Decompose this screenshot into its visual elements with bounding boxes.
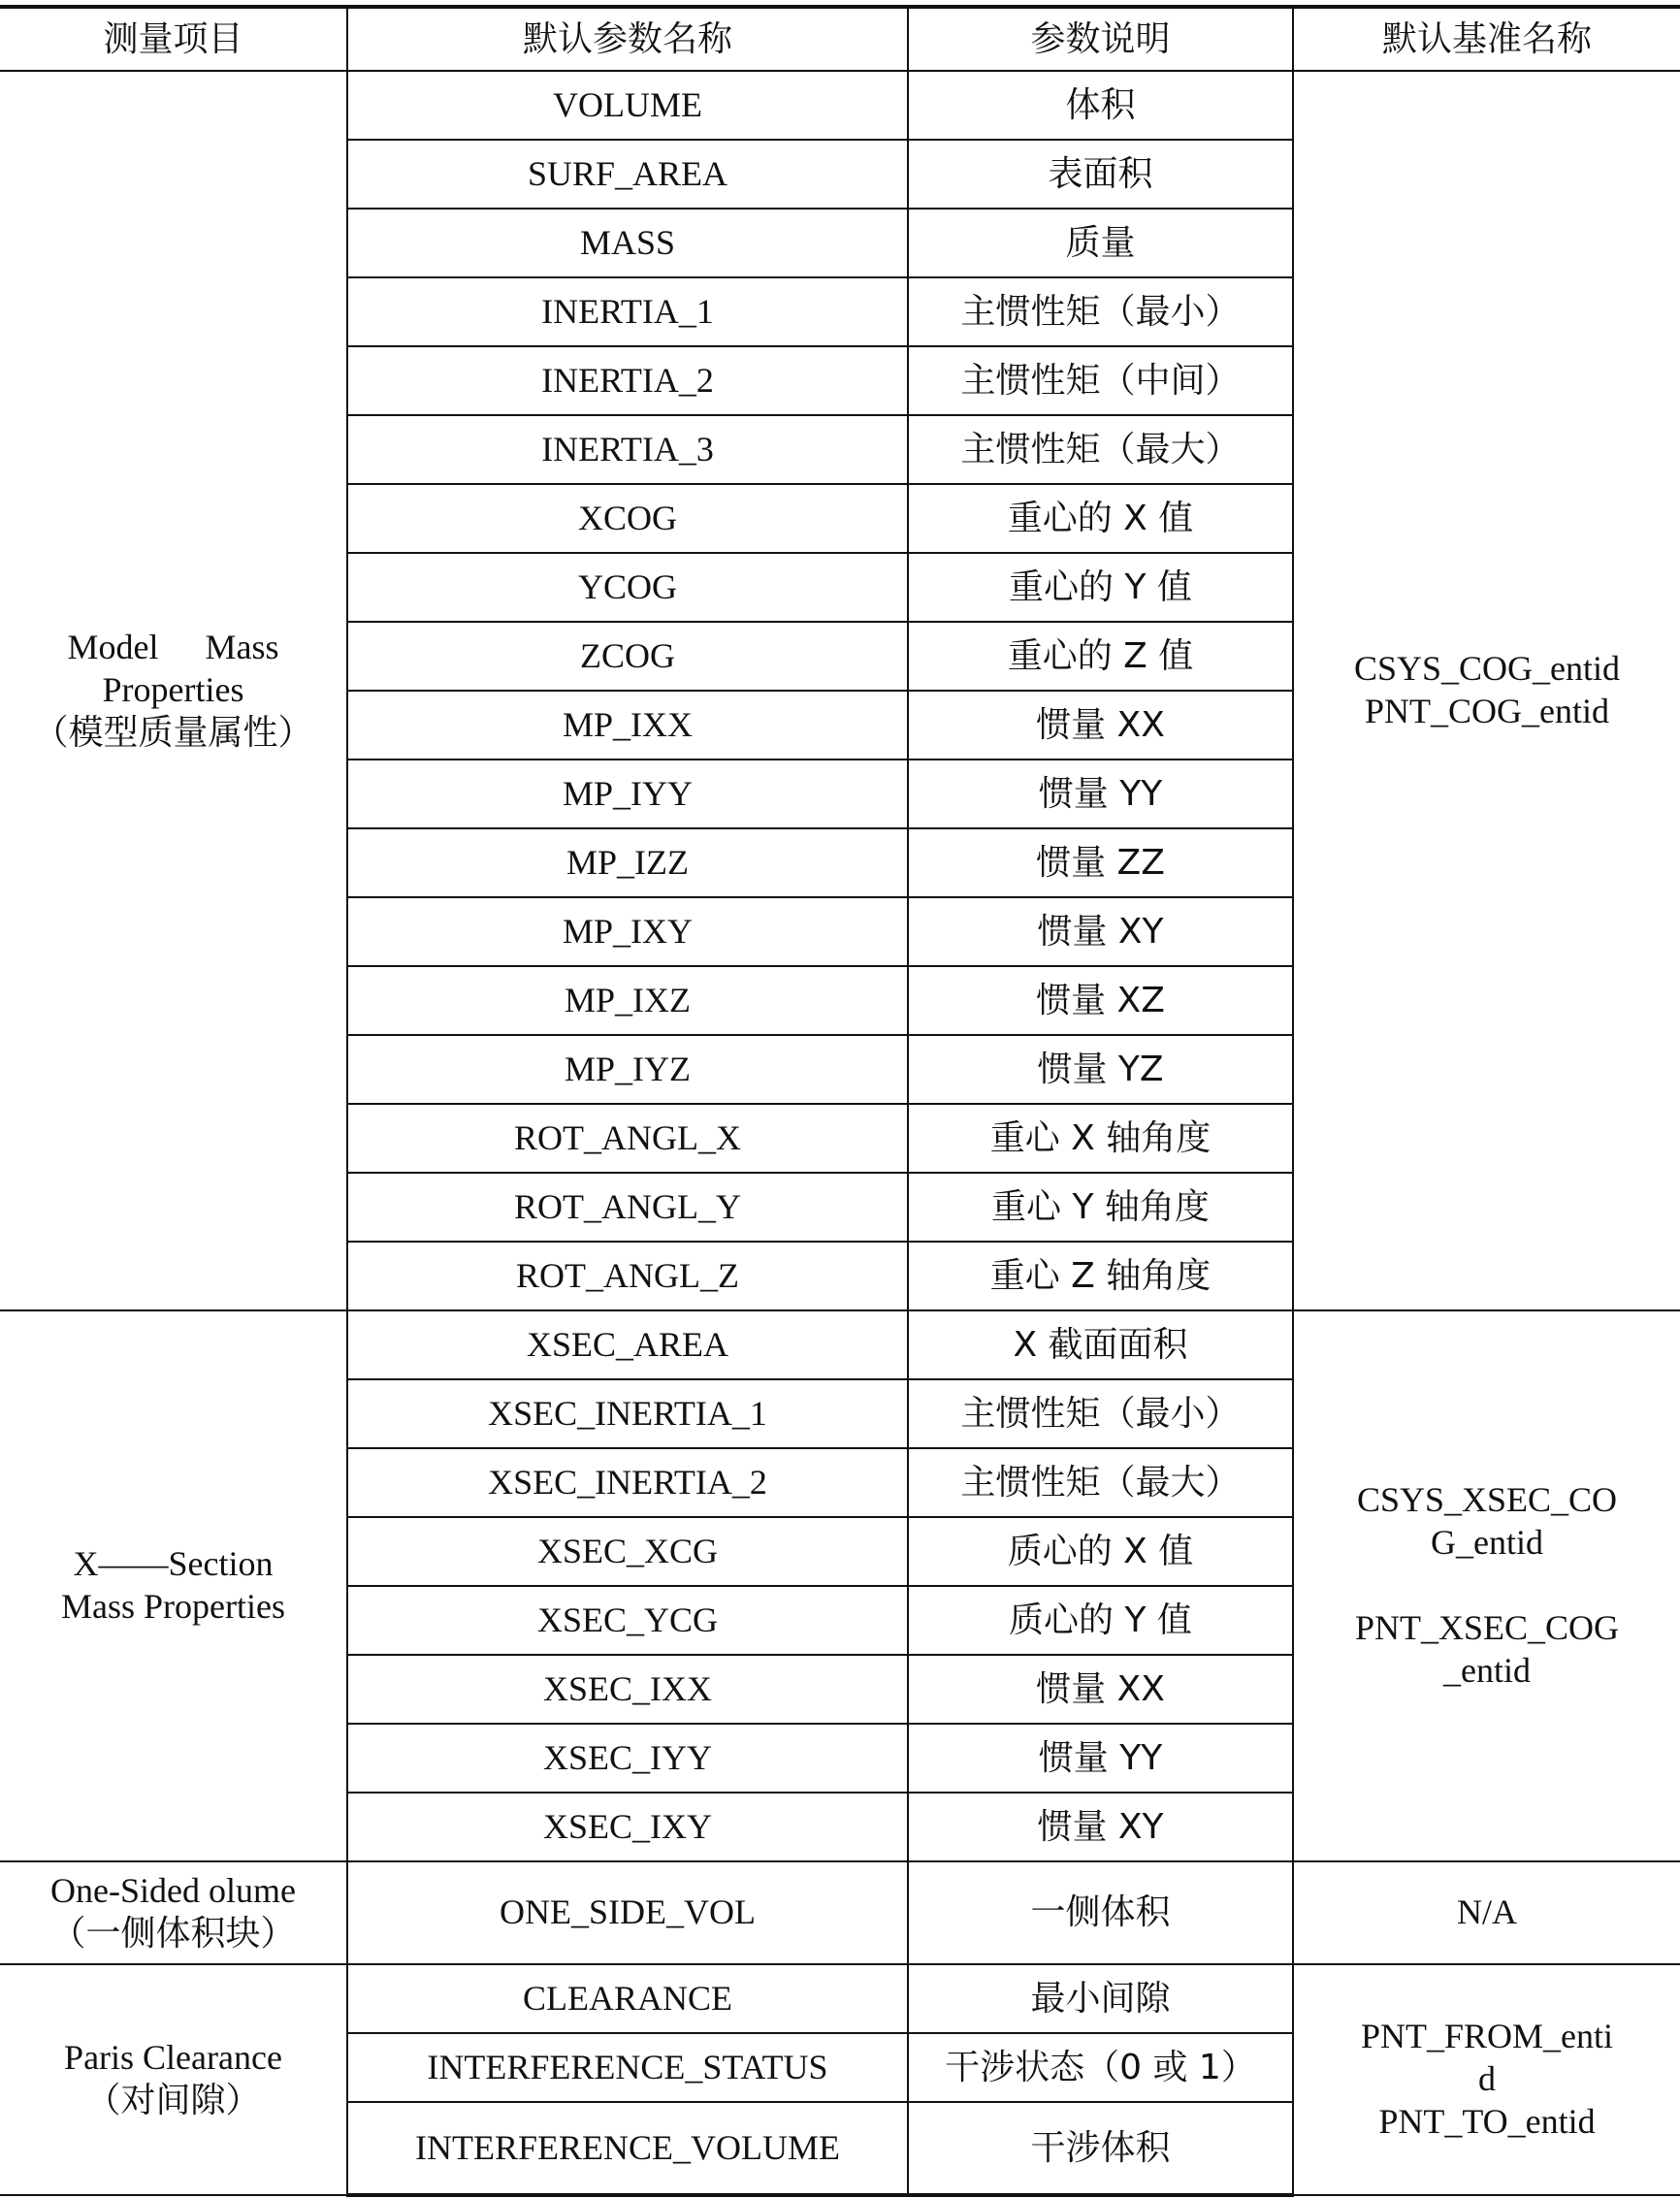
param-desc-cell: 质心的 Y 值 (908, 1586, 1293, 1655)
param-name-cell: INTERFERENCE_VOLUME (347, 2102, 908, 2195)
datum-line: CSYS_COG_entid (1353, 649, 1621, 689)
group-label-model-mass (0, 71, 347, 1310)
param-desc-cell: 惯量 YZ (908, 1035, 1293, 1104)
param-desc-cell: 重心的 Z 值 (908, 622, 1293, 691)
param-name-cell: XSEC_INERTIA_1 (347, 1379, 908, 1448)
table-row (0, 1861, 1680, 1964)
param-name-cell: XSEC_AREA (347, 1310, 908, 1379)
datum-line: _entid (1443, 1650, 1531, 1690)
param-name-cell: MP_IXX (347, 691, 908, 760)
datum-name-xsection (1293, 1310, 1680, 1861)
param-name-cell: ROT_ANGL_Y (347, 1173, 908, 1242)
param-desc-cell: 干涉体积 (908, 2102, 1293, 2195)
param-desc-cell: 表面积 (908, 140, 1293, 209)
param-name-cell: SURF_AREA (347, 140, 908, 209)
param-name-cell: INERTIA_1 (347, 277, 908, 346)
header-row (0, 7, 1680, 71)
param-name-cell: XCOG (347, 484, 908, 553)
parameter-table (0, 5, 1680, 2197)
param-desc-cell: 惯量 XX (908, 691, 1293, 760)
group-label-one-sided (0, 1861, 347, 1964)
param-desc-cell: 惯量 XZ (908, 966, 1293, 1035)
param-desc-cell: 重心 Z 轴角度 (908, 1242, 1293, 1310)
param-desc-cell: 主惯性矩（中间） (908, 346, 1293, 415)
param-desc-cell: 重心的 Y 值 (908, 553, 1293, 622)
param-desc-cell: 体积 (908, 71, 1293, 140)
datum-name-model-mass (1293, 71, 1680, 1310)
datum-line: PNT_TO_entid (1378, 2101, 1596, 2141)
group-label-clearance (0, 1964, 347, 2195)
datum-line: G_entid (1431, 1523, 1543, 1563)
group-label-xsection (0, 1310, 347, 1861)
table-row (0, 71, 1680, 140)
param-desc-cell: 主惯性矩（最小） (908, 277, 1293, 346)
param-desc-cell: X 截面面积 (908, 1310, 1293, 1379)
header-param-name: 默认参数名称 (347, 7, 908, 71)
group-label-line: One-Sided olume (50, 1871, 296, 1911)
table-row (0, 1964, 1680, 2033)
param-desc-cell: 主惯性矩（最大） (908, 1448, 1293, 1517)
header-item: 测量项目 (0, 7, 347, 71)
param-desc-cell: 质量 (908, 209, 1293, 277)
param-name-cell: INTERFERENCE_STATUS (347, 2033, 908, 2102)
param-name-cell: MP_IXZ (347, 966, 908, 1035)
param-desc-cell: 重心 X 轴角度 (908, 1104, 1293, 1173)
param-name-cell: XSEC_YCG (347, 1586, 908, 1655)
param-name-cell: MP_IZZ (347, 828, 908, 897)
param-name-cell: XSEC_IXY (347, 1793, 908, 1861)
param-name-cell: CLEARANCE (347, 1964, 908, 2033)
datum-name-clearance (1293, 1964, 1680, 2195)
param-desc-cell: 惯量 YY (908, 760, 1293, 828)
param-name-cell: MP_IYZ (347, 1035, 908, 1104)
param-name-cell: ROT_ANGL_X (347, 1104, 908, 1173)
param-name-cell: ROT_ANGL_Z (347, 1242, 908, 1310)
param-name-cell: ZCOG (347, 622, 908, 691)
param-name-cell: ONE_SIDE_VOL (347, 1861, 908, 1964)
param-desc-cell: 重心的 X 值 (908, 484, 1293, 553)
table-row (0, 1310, 1680, 1379)
param-desc-cell: 干涉状态（0 或 1） (908, 2033, 1293, 2102)
param-desc-cell: 主惯性矩（最小） (908, 1379, 1293, 1448)
group-label-line: （模型质量属性） (33, 712, 313, 753)
param-desc-cell: 主惯性矩（最大） (908, 415, 1293, 484)
param-name-cell: INERTIA_2 (347, 346, 908, 415)
param-name-cell: MP_IYY (347, 760, 908, 828)
param-name-cell: MASS (347, 209, 908, 277)
param-name-cell: XSEC_XCG (347, 1517, 908, 1586)
group-label-line: （对间隙） (85, 2081, 261, 2120)
group-label-line: Mass Properties (61, 1587, 285, 1626)
param-desc-cell: 最小间隙 (908, 1964, 1293, 2033)
param-name-cell: XSEC_INERTIA_2 (347, 1448, 908, 1517)
param-desc-cell: 一侧体积 (908, 1861, 1293, 1964)
param-name-cell: XSEC_IYY (347, 1724, 908, 1793)
header-param-desc: 参数说明 (908, 7, 1293, 71)
param-desc-cell: 质心的 X 值 (908, 1517, 1293, 1586)
param-name-cell: MP_IXY (347, 897, 908, 966)
param-name-cell: INERTIA_3 (347, 415, 908, 484)
group-label-line: Properties (102, 670, 244, 710)
group-label-line: X——Section (73, 1544, 274, 1584)
group-label-line: Paris Clearance (64, 2038, 282, 2078)
param-desc-cell: 惯量 XY (908, 1793, 1293, 1861)
datum-line: PNT_XSEC_COG (1354, 1608, 1620, 1647)
param-name-cell: VOLUME (347, 71, 908, 140)
datum-line: CSYS_XSEC_CO (1356, 1480, 1618, 1520)
datum-line: d (1478, 2059, 1496, 2099)
header-datum-name: 默认基准名称 (1293, 7, 1680, 71)
datum-line: N/A (1457, 1892, 1517, 1932)
param-desc-cell: 惯量 XY (908, 897, 1293, 966)
datum-name-one-sided (1293, 1861, 1680, 1964)
group-label-line: （一侧体积块） (50, 1914, 296, 1954)
param-desc-cell: 重心 Y 轴角度 (908, 1173, 1293, 1242)
datum-line: PNT_COG_entid (1365, 692, 1609, 730)
param-name-cell: YCOG (347, 553, 908, 622)
param-desc-cell: 惯量 ZZ (908, 828, 1293, 897)
param-desc-cell: 惯量 YY (908, 1724, 1293, 1793)
group-label-line: Model Mass (67, 628, 279, 667)
param-desc-cell: 惯量 XX (908, 1655, 1293, 1724)
datum-line: PNT_FROM_enti (1360, 2017, 1614, 2056)
param-name-cell: XSEC_IXX (347, 1655, 908, 1724)
